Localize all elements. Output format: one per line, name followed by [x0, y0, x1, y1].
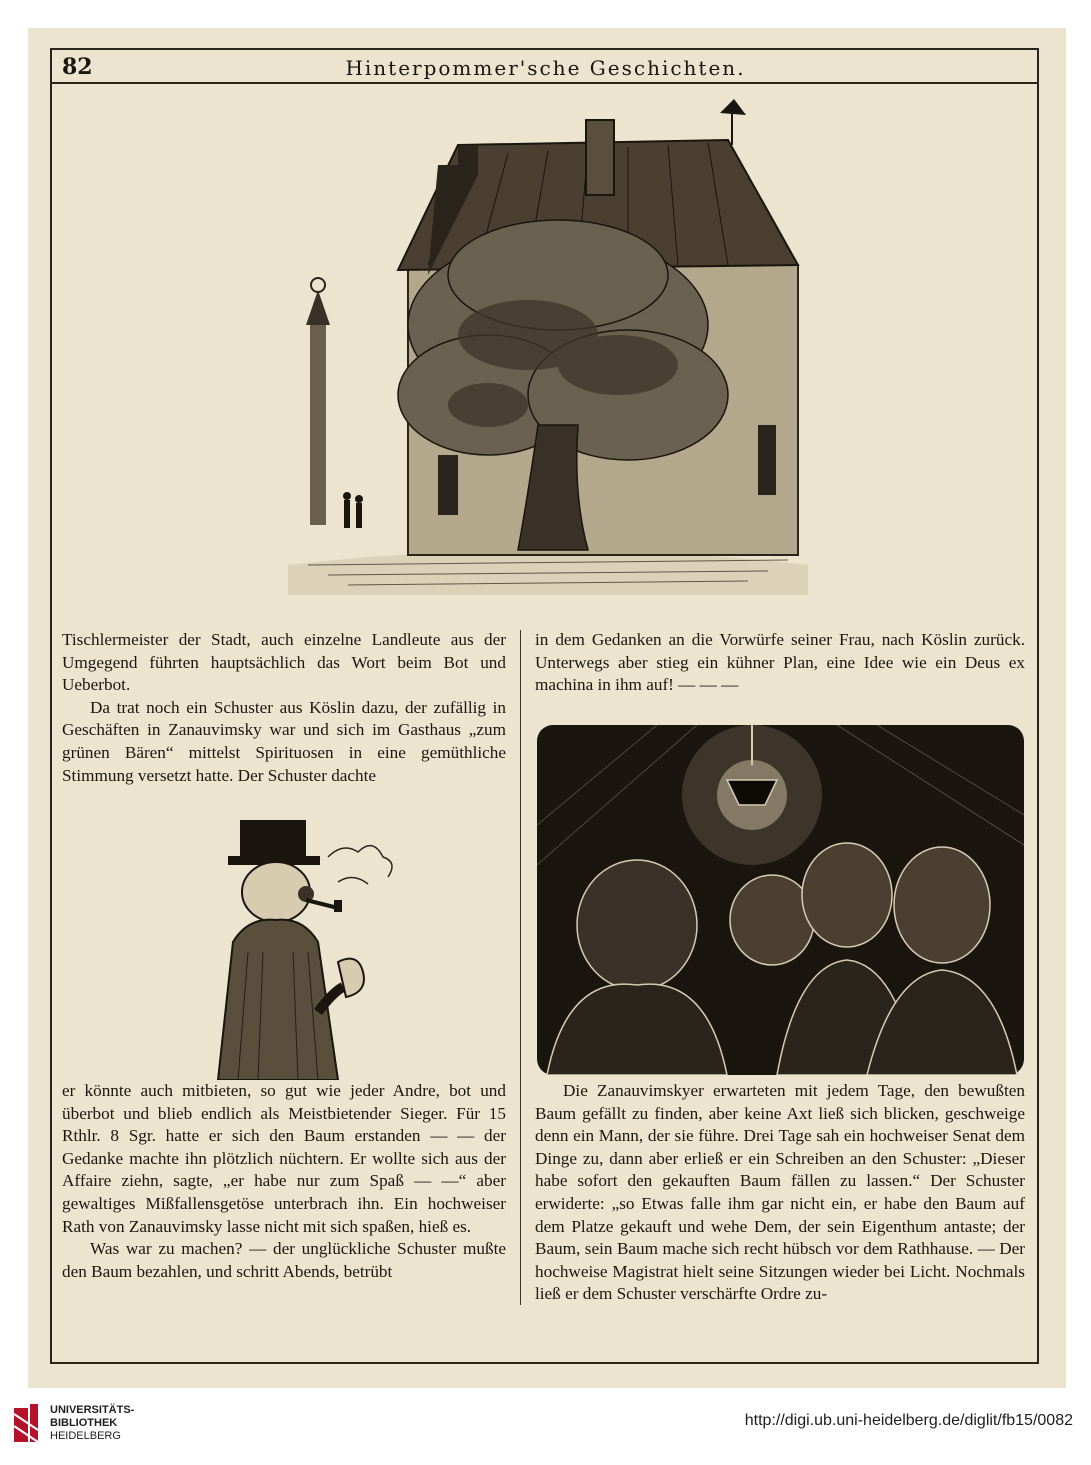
paragraph: er könnte auch mitbieten, so gut wie jeder Andre, bot und überbot und blieb endlich als Meistbietender Sieger. Für 15 Rthlr. 8 Sgr. hatte er sich den Baum erstanden — — der Gedanke machte ihn plötzlich nüchtern. Er wollte sich aus der Affaire ziehn, sagte, „er habe nur zum Spaß — —“ aber gewaltiges Mißfallensgetöse unterbrach ihn. Ein hochweiser Rath von Zanauvimsky lasse nicht mit sich spaßen, hieß es. [62, 1081, 506, 1236]
library-line: BIBLIOTHEK [50, 1417, 118, 1429]
paragraph: Da trat noch ein Schuster aus Köslin dazu, der zufällig in Geschäften in Zanauvimsky war und sich im Gasthaus „zum grünen Bären“ mittelst Spirituosen in eine gemüthliche Stimmung versetzt hatte. Der Schuster dachte [62, 697, 506, 785]
source-url[interactable]: http://digi.ub.uni-heidelberg.de/diglit/fb15/0082 [744, 1412, 1073, 1429]
paragraph: in dem Gedanken an die Vorwürfe seiner Frau, nach Köslin zurück. Unterwegs aber stieg ein kühner Plan, eine Idee wie ein Deus ex machina in ihm auf! — — — [535, 630, 1025, 695]
right-column-top [535, 629, 1025, 697]
illustration-cobbler [178, 812, 418, 1080]
paragraph: Die Zanauvimskyer erwarteten mit jedem Tage, den bewußten Baum gefällt zu finden, aber keine Axt ließ sich blicken, geschweige denn ein Mann, der sie führe. Drei Tage sah ein hochweiser Senat dem Dinge zu, dann aber erließ er ein Schreiben an den Schuster: „Dieser habe sofort den gekauften Baum fällen zu lassen.“ Der Schuster erwiderte: „so Etwas falle ihm gar nicht ein, er habe den Baum auf dem Platze gekauft und wehe Dem, der sein Eigenthum antaste; der Baum, sein Baum mache sich recht hübsch vor dem Rathhause. — Der hochweise Magistrat hielt seine Sitzungen wieder bei Licht. Nochmals ließ er dem Schuster verschärfte Ordre zu- [535, 1081, 1025, 1304]
library-line: UNIVERSITÄTS- [50, 1404, 135, 1416]
left-column-top [62, 629, 506, 787]
library-name [50, 1404, 134, 1443]
running-head: Hinterpommer'sche Geschichten. [345, 56, 746, 80]
illustration-council-meeting [537, 725, 1024, 1075]
column-divider [520, 630, 521, 1305]
paragraph: Was war zu machen? — der unglückliche Schuster mußte den Baum bezahlen, und schritt Abends, betrübt [62, 1239, 506, 1281]
library-logo-icon [10, 1400, 42, 1446]
paragraph: Tischlermeister der Stadt, auch einzelne Landleute aus der Umgegend führten hauptsächlich das Wort beim Bot und Ueberbot. [62, 630, 506, 695]
page-number: 82 [62, 54, 93, 80]
right-column-bottom [535, 1080, 1025, 1306]
left-column-bottom [62, 1080, 506, 1283]
illustration-house-tree [288, 95, 808, 595]
header-rule [50, 82, 1039, 84]
library-line: HEIDELBERG [50, 1430, 121, 1442]
